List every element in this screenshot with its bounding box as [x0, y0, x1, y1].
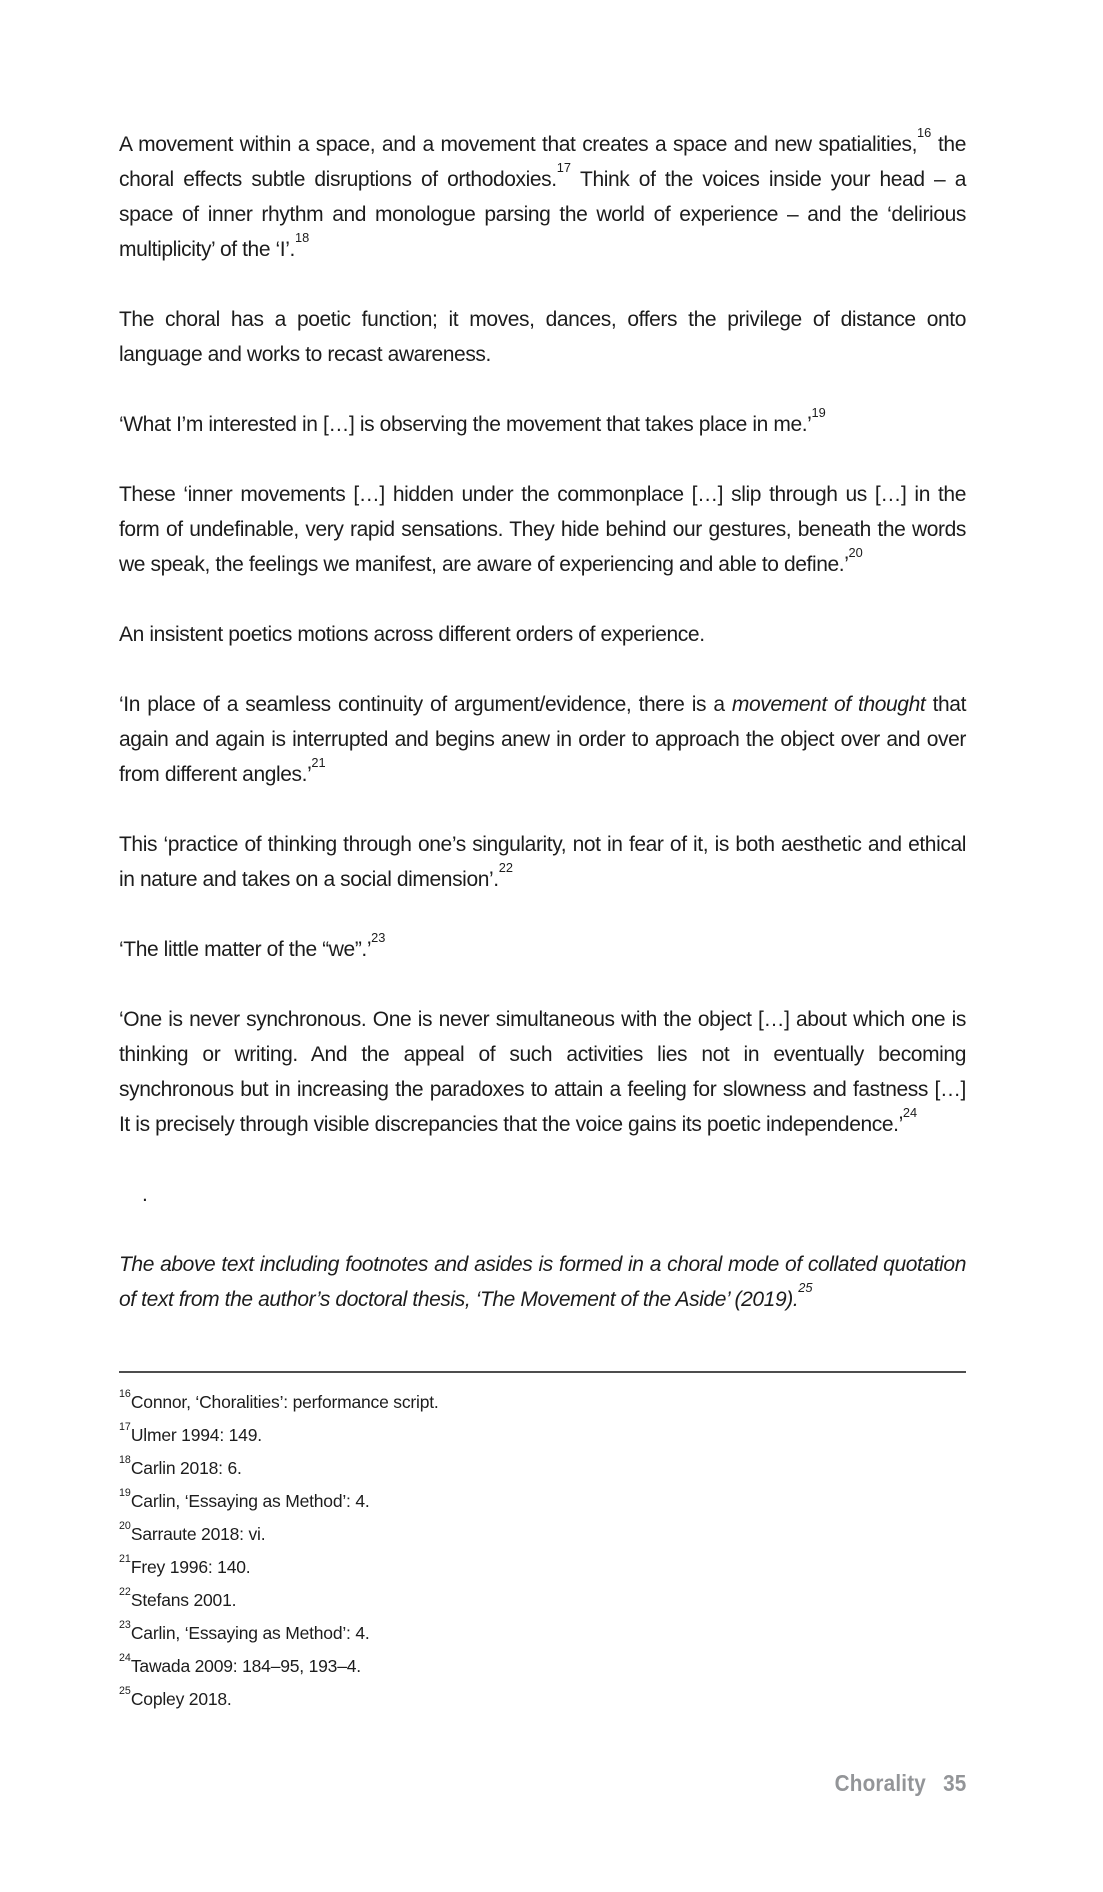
- footnote-ref: 25: [798, 1280, 813, 1296]
- footnote: [119, 1650, 966, 1683]
- paragraph: [119, 687, 966, 792]
- footnote-number: 17: [119, 1420, 131, 1433]
- footnote-text: Frey 1996: 140.: [130, 1557, 251, 1577]
- footnote-ref: 21: [311, 755, 326, 771]
- footnote: [119, 1617, 966, 1650]
- text-run: A movement within a space, and a movement that creates a space and new spatialities,: [119, 133, 918, 156]
- footnote-number: 23: [119, 1618, 131, 1631]
- text-run: This ‘practice of thinking through one’s singularity, not in fear of it, is both aesthetic and ethical in nature and takes on a social dimension’.: [119, 833, 966, 891]
- footnote-number: 21: [119, 1552, 131, 1565]
- footnote: [119, 1584, 966, 1617]
- footnote-ref: 18: [294, 230, 310, 246]
- text-run: ‘One is never synchronous. One is never simultaneous with the object […] about which one is thinking or writing. And the appeal of such activities lies not in eventually becoming synchronous but in increasing the paradoxes to attain a feeling for slowness and fastness […] It is precisely through visible discrepancies that the voice gains its poetic independence.’: [119, 1008, 966, 1136]
- footnote-text: Carlin, ‘Essaying as Method’: 4.: [130, 1623, 370, 1643]
- footnote-text: Stefans 2001.: [130, 1590, 237, 1610]
- paragraph: [119, 827, 966, 897]
- footnote-number: 16: [119, 1387, 131, 1400]
- page-footer: [834, 1770, 966, 1797]
- footnote: [119, 1683, 966, 1716]
- footnote: [119, 1386, 966, 1419]
- text-run: The above text including footnotes and asides is formed in a choral mode of collated quotation of text from the author’s doctoral thesis, ‘The Movement of the Aside’ (2019).: [119, 1253, 966, 1311]
- footnote-number: 25: [119, 1684, 131, 1697]
- footnote-ref: 20: [848, 545, 863, 561]
- text-run: .: [142, 1183, 148, 1206]
- text-run: the choral effects subtle disruptions of orthodoxies.: [119, 133, 966, 191]
- paragraph: [119, 932, 966, 967]
- paragraph: [119, 477, 966, 582]
- footnote-number: 24: [119, 1651, 131, 1664]
- footnote-ref: 16: [917, 125, 932, 141]
- footnote-text: Connor, ‘Choralities’: performance script.: [130, 1392, 439, 1412]
- footnote: [119, 1485, 966, 1518]
- footnote-separator: [119, 1371, 966, 1373]
- footnotes: [119, 1386, 966, 1716]
- emphasis-text: movement of thought: [731, 693, 926, 716]
- footnote-number: 19: [119, 1486, 131, 1499]
- footnote-text: Tawada 2009: 184–95, 193–4.: [130, 1656, 361, 1676]
- paragraph: [119, 1247, 966, 1317]
- paragraph: [119, 1177, 966, 1212]
- footnote: [119, 1518, 966, 1551]
- paragraph: [119, 1002, 966, 1142]
- footnote-ref: 23: [371, 930, 386, 946]
- footnote-number: 22: [119, 1585, 131, 1598]
- page-number: 35: [942, 1770, 966, 1796]
- paragraph: [119, 302, 966, 372]
- footnote-text: Ulmer 1994: 149.: [130, 1425, 262, 1445]
- text-run: ‘In place of a seamless continuity of argument/evidence, there is a: [119, 693, 732, 716]
- footnote-ref: 22: [498, 860, 513, 876]
- footnote-ref: 19: [811, 405, 826, 421]
- text-run: An insistent poetics motions across different orders of experience.: [119, 623, 705, 646]
- text-run: These ‘inner movements […] hidden under the commonplace […] slip through us […] in the form of undefinable, very rapid sensations. They hide behind our gestures, beneath the words we speak, the feelings we manifest, are aware of experiencing and able to define.’: [119, 483, 966, 576]
- paragraph: [119, 407, 966, 442]
- text-run: The choral has a poetic function; it moves, dances, offers the privilege of distance onto language and works to recast awareness.: [119, 308, 966, 366]
- footnote: [119, 1419, 966, 1452]
- footnote-text: Copley 2018.: [130, 1689, 232, 1709]
- running-title: Chorality: [834, 1770, 926, 1796]
- text-run: that again and again is interrupted and begins anew in order to approach the object over and over from different angles.’: [119, 693, 967, 786]
- footnote-text: Carlin 2018: 6.: [130, 1458, 242, 1478]
- footnote-number: 20: [119, 1519, 131, 1532]
- footnote-number: 18: [119, 1453, 131, 1466]
- paragraph: [119, 617, 966, 652]
- text-run: ‘What I’m interested in […] is observing the movement that takes place in me.’: [119, 413, 812, 436]
- text-run: ‘The little matter of the “we”.’: [119, 938, 372, 961]
- footnote-ref: 24: [902, 1105, 918, 1121]
- footnote: [119, 1452, 966, 1485]
- footnote: [119, 1551, 966, 1584]
- text-run: Think of the voices inside your head – a space of inner rhythm and monologue parsing the world of experience – and the ‘delirious multiplicity’ of the ‘I’.: [119, 168, 967, 261]
- paragraph: [119, 127, 966, 267]
- footnote-text: Carlin, ‘Essaying as Method’: 4.: [130, 1491, 370, 1511]
- footnote-text: Sarraute 2018: vi.: [130, 1524, 266, 1544]
- footnote-ref: 17: [556, 160, 571, 176]
- body-text: [119, 127, 966, 1352]
